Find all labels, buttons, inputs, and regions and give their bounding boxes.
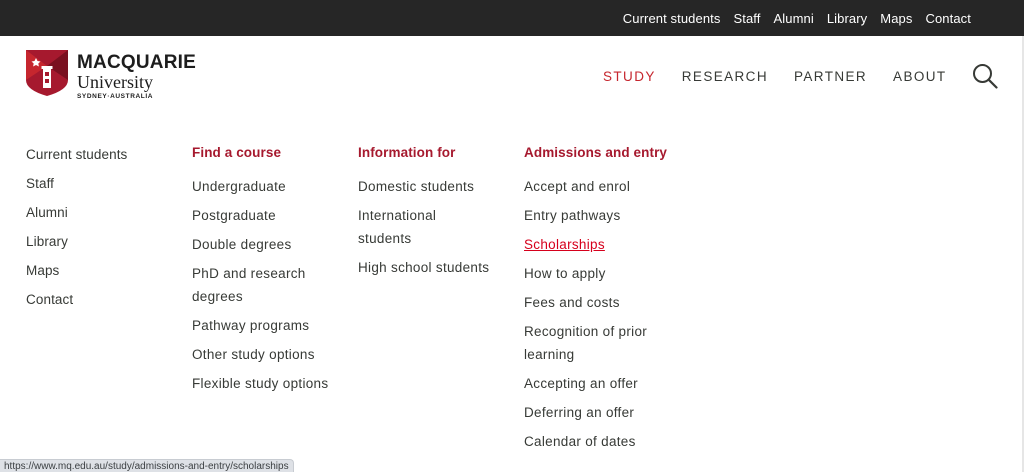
- utility-link-staff[interactable]: Staff: [733, 10, 761, 26]
- menu-link-flexible-study-options[interactable]: Flexible study options: [192, 375, 329, 391]
- utility-link-maps[interactable]: Maps: [880, 10, 913, 26]
- admissions-heading[interactable]: Admissions and entry: [524, 145, 668, 160]
- menu-link-deferring-offer[interactable]: Deferring an offer: [524, 404, 635, 420]
- menu-link-domestic-students[interactable]: Domestic students: [358, 179, 475, 194]
- admissions-column: [524, 144, 684, 460]
- utility-link-alumni[interactable]: Alumni: [773, 10, 814, 26]
- menu-link-entry-pathways[interactable]: Entry pathways: [524, 208, 621, 223]
- nav-item-about[interactable]: ABOUT: [893, 68, 947, 84]
- site-header: [0, 36, 1024, 116]
- nav-item-research[interactable]: RESEARCH: [681, 68, 768, 84]
- menu-link-accepting-offer[interactable]: Accepting an offer: [524, 375, 638, 391]
- quick-link-current-students[interactable]: Current students: [26, 147, 128, 162]
- menu-link-phd-research[interactable]: PhD and research degrees: [192, 266, 306, 304]
- menu-link-undergraduate[interactable]: Undergraduate: [192, 179, 286, 194]
- university-logo[interactable]: [26, 50, 196, 101]
- nav-item-study[interactable]: STUDY: [603, 68, 656, 84]
- menu-link-how-to-apply[interactable]: How to apply: [524, 266, 606, 281]
- utility-link-current-students[interactable]: Current students: [622, 10, 721, 26]
- menu-link-fees-costs[interactable]: Fees and costs: [524, 295, 620, 310]
- nav-item-partner[interactable]: PARTNER: [793, 68, 868, 84]
- menu-link-scholarships[interactable]: Scholarships: [524, 237, 605, 252]
- information-for-heading[interactable]: Information for: [358, 145, 456, 160]
- menu-link-pathway-programs[interactable]: Pathway programs: [192, 317, 310, 333]
- menu-link-double-degrees[interactable]: Double degrees: [192, 237, 292, 252]
- quick-link-library[interactable]: Library: [26, 234, 68, 249]
- utility-nav: [623, 0, 971, 36]
- crest-icon: [26, 50, 68, 96]
- find-a-course-heading[interactable]: Find a course: [192, 145, 282, 160]
- quick-links-column: [26, 144, 176, 318]
- main-nav: [603, 36, 973, 116]
- quick-link-alumni[interactable]: Alumni: [26, 205, 68, 220]
- menu-link-high-school-students[interactable]: High school students: [358, 259, 490, 275]
- utility-bar: [0, 0, 1024, 36]
- utility-link-contact[interactable]: Contact: [925, 10, 971, 26]
- search-icon: [972, 63, 998, 89]
- quick-link-contact[interactable]: Contact: [26, 292, 74, 307]
- logo-title: MACQUARIE: [77, 52, 196, 73]
- logo-subtitle: University: [77, 72, 153, 92]
- search-button[interactable]: [972, 63, 998, 89]
- menu-link-accept-enrol[interactable]: Accept and enrol: [524, 179, 631, 194]
- menu-link-postgraduate[interactable]: Postgraduate: [192, 208, 276, 223]
- logo-location: SYDNEY·AUSTRALIA: [77, 93, 154, 100]
- link-status-bar: https://www.mq.edu.au/study/admissions-and-entry/scholarships: [0, 459, 294, 472]
- quick-link-staff[interactable]: Staff: [26, 176, 55, 191]
- find-a-course-column: [192, 144, 342, 402]
- information-for-column: [358, 144, 508, 286]
- utility-link-library[interactable]: Library: [826, 10, 868, 26]
- menu-link-recognition-prior-learning[interactable]: Recognition of prior learning: [524, 324, 648, 362]
- logo-wordmark: [77, 53, 196, 101]
- study-mega-menu: [0, 116, 1022, 472]
- quick-link-maps[interactable]: Maps: [26, 263, 60, 278]
- menu-link-other-study-options[interactable]: Other study options: [192, 346, 315, 362]
- menu-link-international-students[interactable]: International students: [358, 208, 437, 246]
- menu-link-calendar-dates[interactable]: Calendar of dates: [524, 433, 636, 449]
